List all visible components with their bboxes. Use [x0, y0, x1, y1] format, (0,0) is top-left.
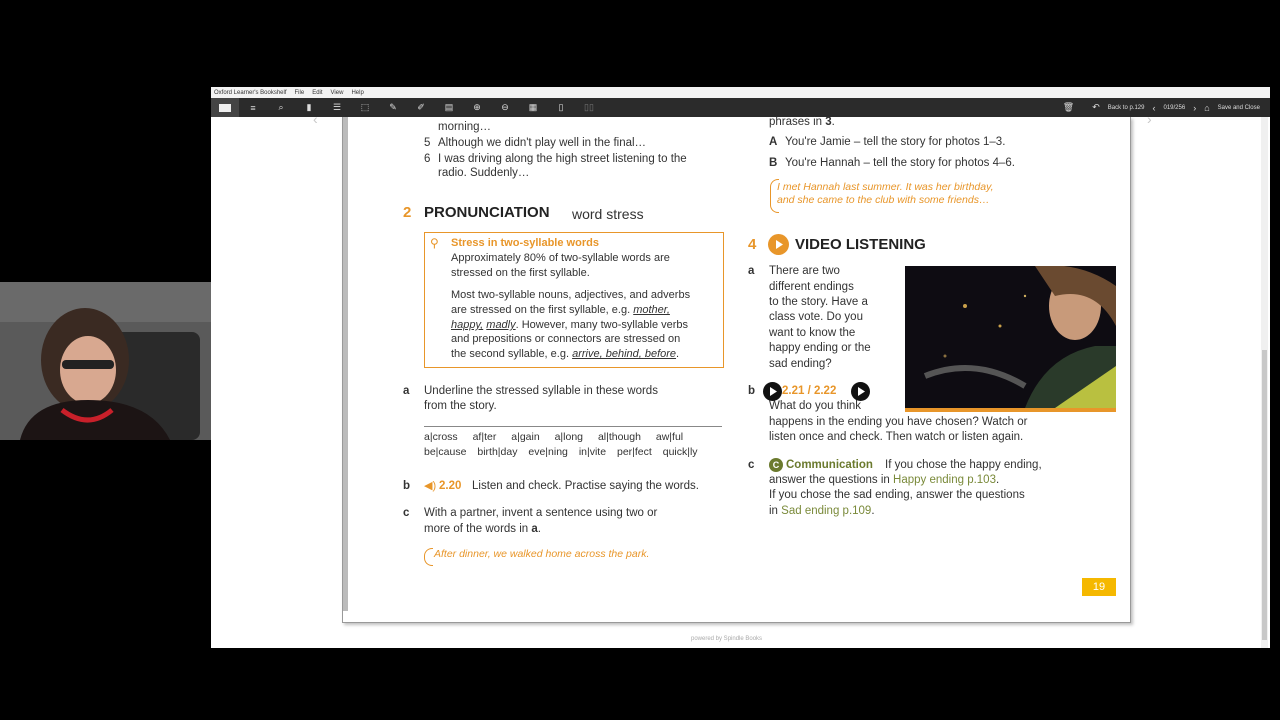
- video-a-line: want to know the: [769, 327, 856, 339]
- home-icon[interactable]: ⌂: [1204, 102, 1210, 113]
- video-b-line2: happens in the ending you have chosen? Watch or: [769, 416, 1028, 428]
- words-divider: [424, 426, 722, 427]
- video-c-line2-end: .: [995, 474, 1000, 486]
- presenter-image: [0, 282, 211, 440]
- menu-bar: [211, 87, 1270, 98]
- word: a|long: [554, 431, 584, 443]
- pen-icon[interactable]: ✎: [389, 102, 397, 112]
- word: birth|day: [477, 446, 518, 458]
- grid-icon[interactable]: ▦: [528, 102, 538, 112]
- example-bracket: [424, 548, 433, 566]
- note-icon[interactable]: ▤: [444, 102, 454, 112]
- option-A-label: A: [769, 136, 778, 148]
- page-view-icon[interactable]: [211, 98, 239, 117]
- audio-track-2-20[interactable]: 2.20: [439, 480, 462, 492]
- box-p1-line1: Approximately 80% of two-syllable words are: [451, 252, 670, 264]
- word: aw|ful: [655, 431, 684, 443]
- word: in|vite: [578, 446, 607, 458]
- fragment-phrases: [769, 115, 835, 130]
- video-play-icon[interactable]: [768, 234, 789, 255]
- box-p2-line2-text: are stressed on the first syllable, e.g.: [451, 304, 631, 316]
- menu-app-title: Oxford Learner's Bookshelf: [214, 89, 287, 96]
- video-c-letter: c: [748, 459, 755, 471]
- box-p2-line5: [451, 347, 679, 362]
- video-c-line4-end: .: [871, 505, 875, 517]
- video-thumbnail[interactable]: [905, 266, 1116, 412]
- box-p2-line1: Most two-syllable nouns, adjectives, and adverbs: [451, 289, 691, 301]
- video-still-image: [905, 266, 1116, 408]
- word: eve|ning: [528, 446, 568, 458]
- bookmark-icon[interactable]: ▮: [306, 102, 312, 112]
- word: al|though: [597, 431, 641, 443]
- exercise-c-ref: a: [531, 523, 538, 535]
- select-area-icon[interactable]: ⬚: [360, 102, 370, 112]
- box-p1-line2: stressed on the first syllable.: [451, 267, 590, 279]
- page-counter: 019/256: [1163, 104, 1186, 111]
- exercise-c-letter: c: [403, 507, 410, 519]
- powered-by: powered by Spindle Books: [691, 636, 763, 642]
- zoom-in-icon[interactable]: ⊕: [473, 102, 481, 112]
- item-5-number: 5: [424, 137, 431, 149]
- list-icon[interactable]: ≡: [250, 102, 256, 113]
- word: be|cause: [424, 446, 467, 458]
- menu-edit[interactable]: Edit: [312, 89, 323, 96]
- double-page-icon[interactable]: ▯▯: [584, 102, 594, 112]
- search-icon[interactable]: ⌕: [278, 102, 284, 112]
- story-example-line2: and she came to the club with some friends…: [777, 194, 990, 206]
- video-a-line: class vote. Do you: [769, 311, 863, 323]
- option-B-label: B: [769, 157, 778, 169]
- video-a-line: sad ending?: [769, 358, 832, 370]
- vertical-scrollbar[interactable]: [1261, 117, 1268, 648]
- word: a|gain: [511, 431, 540, 443]
- box-p2-line2: [451, 303, 670, 318]
- words-row-2: [424, 445, 698, 460]
- exercise-b-text: Listen and check. Practise saying the words.: [472, 480, 699, 492]
- example-sentence: After dinner, we walked home across the park.: [434, 548, 650, 560]
- communication-label: Communication: [786, 459, 873, 471]
- video-a-line: to the story. Have a: [769, 296, 868, 308]
- exercise-b-letter: b: [403, 480, 411, 492]
- save-close-button[interactable]: Save and Close: [1217, 104, 1260, 111]
- menu-help[interactable]: Help: [351, 89, 364, 96]
- fragment-dot: .: [831, 116, 835, 128]
- item-6-number: 6: [424, 153, 431, 165]
- highlighter-icon[interactable]: ✐: [417, 102, 425, 112]
- magnifier-icon: ⚲: [430, 236, 439, 250]
- exercise-c-line2: [424, 522, 541, 537]
- word: per|fect: [616, 446, 652, 458]
- sad-ending-link[interactable]: Sad ending p.109: [781, 505, 872, 517]
- next-page-icon[interactable]: ›: [1193, 102, 1197, 113]
- item-5-text: Although we didn't play well in the final…: [438, 137, 647, 149]
- video-c-line1: If you chose the happy ending,: [885, 459, 1042, 471]
- video-c-line2-text: answer the questions in: [769, 474, 890, 486]
- page-number-badge: 19: [1082, 578, 1116, 596]
- prev-page-arrow-icon[interactable]: ‹: [313, 111, 318, 127]
- video-b-line3: listen once and check. Then watch or listen again.: [769, 431, 1024, 443]
- toolbar: [211, 98, 1270, 117]
- section-4-title: VIDEO LISTENING: [795, 236, 926, 253]
- back-to-page-button[interactable]: Back to p.129: [1107, 104, 1145, 111]
- single-page-icon[interactable]: ▯: [558, 102, 564, 112]
- prev-page-icon[interactable]: ‹: [1152, 102, 1156, 113]
- option-A-text: You're Jamie – tell the story for photos 1–3.: [785, 136, 1006, 148]
- exercise-a-line1: Underline the stressed syllable in these words: [424, 385, 658, 397]
- menu-file[interactable]: File: [294, 89, 305, 96]
- video-c-line4-text: in: [769, 505, 778, 517]
- exercise-a-line2: from the story.: [424, 400, 497, 412]
- audio-track-2-21-2-22[interactable]: 2.21 / 2.22: [782, 385, 837, 397]
- word: af|ter: [472, 431, 497, 443]
- back-arrow-icon[interactable]: ↶: [1092, 102, 1100, 112]
- example-mother: mother,: [633, 304, 670, 316]
- trash-icon[interactable]: 🗑: [1062, 102, 1075, 112]
- checklist-icon[interactable]: ☰: [332, 102, 342, 112]
- example-happy: happy,: [451, 319, 484, 331]
- page-spine: [343, 117, 348, 611]
- box-title: Stress in two-syllable words: [451, 237, 599, 249]
- story-example-line1: I met Hannah last summer. It was her birthday,: [777, 181, 994, 193]
- toolbar-right: [1063, 98, 1270, 117]
- word: a|cross: [424, 431, 458, 443]
- exercise-a-letter: a: [403, 385, 410, 397]
- video-a-letter: a: [748, 265, 755, 277]
- option-B-text: You're Hannah – tell the story for photos 4–6.: [785, 157, 1016, 169]
- exercise-c-line1: With a partner, invent a sentence using two or: [424, 507, 658, 519]
- video-b-line1: What do you think: [769, 400, 862, 412]
- zoom-out-icon[interactable]: ⊖: [501, 102, 509, 112]
- scrollbar-thumb[interactable]: [1262, 350, 1267, 640]
- box-p2-line5-end: .: [676, 348, 680, 360]
- words-row-1: [424, 430, 683, 445]
- exercise-c-line2-text: more of the words in: [424, 523, 529, 535]
- video-a-line: different endings: [769, 281, 854, 293]
- video-c-line4: [769, 504, 875, 519]
- fragment-ref: 3: [825, 116, 832, 128]
- video-a-line: There are two: [769, 265, 840, 277]
- happy-ending-link[interactable]: Happy ending p.103: [893, 474, 996, 486]
- example-madly: madly: [486, 319, 516, 331]
- word: quick|ly: [662, 446, 698, 458]
- item-6-line2: radio. Suddenly…: [438, 167, 530, 179]
- video-c-line3: If you chose the sad ending, answer the questions: [769, 489, 1025, 501]
- box-p2-line3-text: . However, many two-syllable verbs: [515, 319, 689, 331]
- video-c-line2: [769, 473, 999, 488]
- item-6-line1: I was driving along the high street listening to the: [438, 153, 687, 165]
- audio-icon[interactable]: ◀): [424, 480, 437, 492]
- communication-icon: C: [769, 458, 783, 472]
- menu-view[interactable]: View: [330, 89, 344, 96]
- exercise-c-end: .: [537, 523, 541, 535]
- section-2-title: PRONUNCIATION: [424, 204, 550, 221]
- webcam-video: [0, 282, 211, 440]
- next-page-arrow-icon[interactable]: ›: [1147, 111, 1152, 127]
- fragment-morning: morning…: [438, 121, 492, 133]
- section-2-number: 2: [403, 204, 412, 221]
- box-p2-line3: [451, 318, 688, 333]
- section-2-subtitle: word stress: [572, 206, 644, 222]
- box-p2-line4: and prepositions or connectors are stressed on: [451, 333, 681, 345]
- video-a-line: happy ending or the: [769, 342, 871, 354]
- video-b-letter: b: [748, 385, 756, 397]
- fragment-phrases-text: phrases in: [769, 116, 823, 128]
- section-4-number: 4: [748, 236, 757, 253]
- box-p2-line5-text: the second syllable, e.g.: [451, 348, 570, 360]
- example-verbs: arrive, behind, before: [572, 348, 677, 360]
